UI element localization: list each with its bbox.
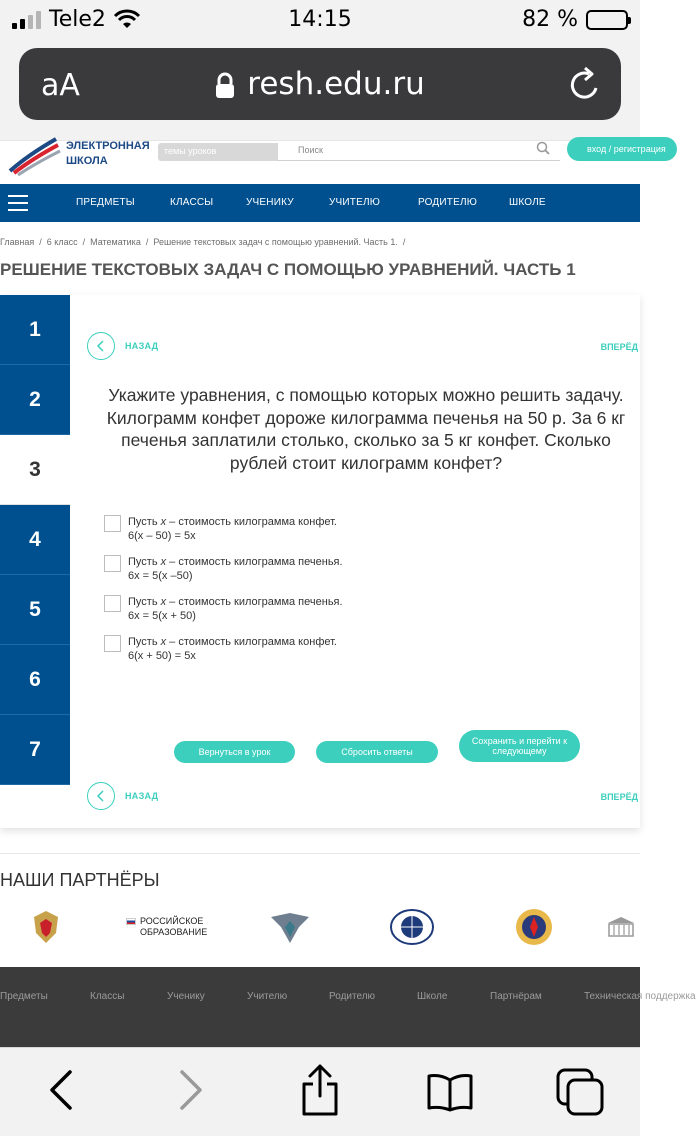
step-5[interactable]: 5 (0, 575, 70, 645)
nav-item-school[interactable]: ШКОЛЕ (509, 197, 546, 208)
building-logo[interactable] (606, 905, 636, 949)
topics-select[interactable]: темы уроков (158, 143, 278, 161)
answer-options (104, 515, 604, 675)
battery-status (522, 7, 628, 32)
site-header (0, 140, 666, 184)
search-icon[interactable] (536, 141, 550, 155)
share-icon[interactable] (300, 1064, 340, 1116)
step-1[interactable]: 1 (0, 295, 70, 365)
nav-item-classes[interactable]: КЛАССЫ (170, 197, 214, 208)
answer-option-3[interactable]: Пусть x – стоимость килограмма печенья. 6x = 5(x + 50) (104, 595, 604, 635)
globe-emblem-logo[interactable] (388, 905, 436, 949)
login-button[interactable]: вход / регистрация (567, 137, 677, 161)
footer-link-parent[interactable]: Родителю (329, 991, 376, 1002)
checkbox[interactable] (104, 635, 121, 652)
lesson-panel (0, 295, 640, 828)
footer (0, 967, 696, 1047)
forward-link-top[interactable]: ВПЕРЁД (600, 342, 638, 352)
nav-item-parent[interactable]: РОДИТЕЛЮ (418, 197, 478, 208)
logo-text-line2: ШКОЛА (66, 155, 108, 167)
equation: 6(x – 50) = 5x (128, 530, 196, 542)
menu-icon[interactable] (8, 195, 28, 211)
url-text: resh.edu.ru (247, 66, 425, 102)
main-nav (0, 184, 640, 222)
breadcrumb-class[interactable]: 6 класс (46, 237, 78, 247)
return-to-lesson-button[interactable]: Вернуться в урок (174, 741, 295, 763)
footer-link-partners[interactable]: Партнёрам (490, 991, 542, 1002)
search-input[interactable] (278, 141, 560, 161)
step-2[interactable]: 2 (0, 365, 70, 435)
footer-link-teacher[interactable]: Учителю (247, 991, 288, 1002)
step-list (0, 295, 70, 785)
coat-of-arms-logo[interactable] (26, 905, 66, 949)
back-icon[interactable] (46, 1068, 76, 1112)
back-label: НАЗАД (125, 341, 159, 351)
battery-icon (586, 10, 628, 30)
flag-icon (126, 918, 136, 925)
url-field[interactable] (19, 66, 621, 102)
lock-icon (215, 73, 235, 99)
carrier-name: Tele2 (49, 7, 106, 32)
footer-link-student[interactable]: Ученику (167, 991, 205, 1002)
text-size-button[interactable]: aA (41, 68, 80, 103)
forward-icon[interactable] (176, 1068, 206, 1112)
breadcrumb-lesson[interactable]: Решение текстовых задач с помощью уравнений. Часть 1. (153, 237, 398, 247)
nav-item-student[interactable]: УЧЕНИКУ (246, 197, 294, 208)
nav-item-subjects[interactable]: ПРЕДМЕТЫ (76, 197, 135, 208)
checkbox[interactable] (104, 515, 121, 532)
back-link-top[interactable] (87, 332, 158, 360)
checkbox[interactable] (104, 555, 121, 572)
divider (0, 853, 640, 854)
nav-item-teacher[interactable]: УЧИТЕЛЮ (329, 197, 381, 208)
status-bar (0, 0, 640, 40)
equation: 6x = 5(x –50) (128, 570, 193, 582)
logo-text-line1: ЭЛЕКТРОННАЯ (66, 140, 150, 152)
step-3[interactable]: 3 (0, 435, 70, 505)
breadcrumb-subject[interactable]: Математика (90, 237, 141, 247)
step-7[interactable]: 7 (0, 715, 70, 785)
clock: 14:15 (288, 7, 352, 32)
chevron-left-icon (87, 332, 115, 360)
footer-link-school[interactable]: Школе (417, 991, 448, 1002)
breadcrumb-home[interactable]: Главная (0, 237, 35, 247)
battery-percent: 82 % (522, 7, 578, 32)
back-label: НАЗАД (125, 791, 159, 801)
answer-option-1[interactable]: Пусть x – стоимость килограмма конфет. 6(x – 50) = 5x (104, 515, 604, 555)
logo-book-icon (8, 141, 60, 177)
partners-title: НАШИ ПАРТНЁРЫ (0, 870, 160, 890)
site-logo[interactable] (8, 141, 148, 181)
footer-link-subjects[interactable]: Предметы (0, 991, 48, 1002)
breadcrumb: Главная / 6 класс / Математика / Решение текстовых задач с помощью уравнений. Часть 1. / (0, 237, 406, 247)
back-link-bottom[interactable] (87, 782, 158, 810)
footer-link-support[interactable]: Техническая поддержка (584, 991, 696, 1002)
page-title: РЕШЕНИЕ ТЕКСТОВЫХ ЗАДАЧ С ПОМОЩЬЮ УРАВНЕНИЙ. ЧАСТЬ 1 (0, 260, 576, 279)
reload-icon[interactable] (569, 66, 603, 102)
browser-toolbar (0, 1047, 640, 1136)
bookmarks-icon[interactable] (426, 1072, 474, 1112)
footer-link-classes[interactable]: Классы (90, 991, 125, 1002)
browser-top-bar (0, 40, 640, 140)
russian-education-logo[interactable]: РОССИЙСКОЕ ОБРАЗОВАНИЕ (126, 905, 210, 949)
checkbox[interactable] (104, 595, 121, 612)
equation: 6x = 5(x + 50) (128, 610, 196, 622)
search-placeholder: Поиск (298, 145, 323, 155)
forward-link-bottom[interactable]: ВПЕРЁД (600, 792, 638, 802)
address-bar[interactable] (19, 48, 621, 120)
step-4[interactable]: 4 (0, 505, 70, 575)
emergency-emblem-logo[interactable] (512, 905, 556, 949)
equation: 6(x + 50) = 5x (128, 650, 196, 662)
eagle-emblem-logo[interactable] (264, 905, 316, 949)
reset-answers-button[interactable]: Сбросить ответы (316, 741, 438, 763)
chevron-left-icon (87, 782, 115, 810)
answer-option-2[interactable]: Пусть x – стоимость килограмма печенья. 6x = 5(x –50) (104, 555, 604, 595)
question-text: Укажите уравнения, с помощью которых можно решить задачу. Килограмм конфет дороже килограмма печенья на 50 р. За 6 кг печенья заплатили столько, сколько за 5 кг конфет. Сколько рублей стоит килограмм конфет? (106, 385, 626, 473)
save-next-button[interactable]: Сохранить и перейти к следующему (459, 730, 580, 762)
answer-option-4[interactable]: Пусть x – стоимость килограмма конфет. 6(x + 50) = 5x (104, 635, 604, 675)
step-6[interactable]: 6 (0, 645, 70, 715)
tabs-icon[interactable] (556, 1068, 606, 1116)
